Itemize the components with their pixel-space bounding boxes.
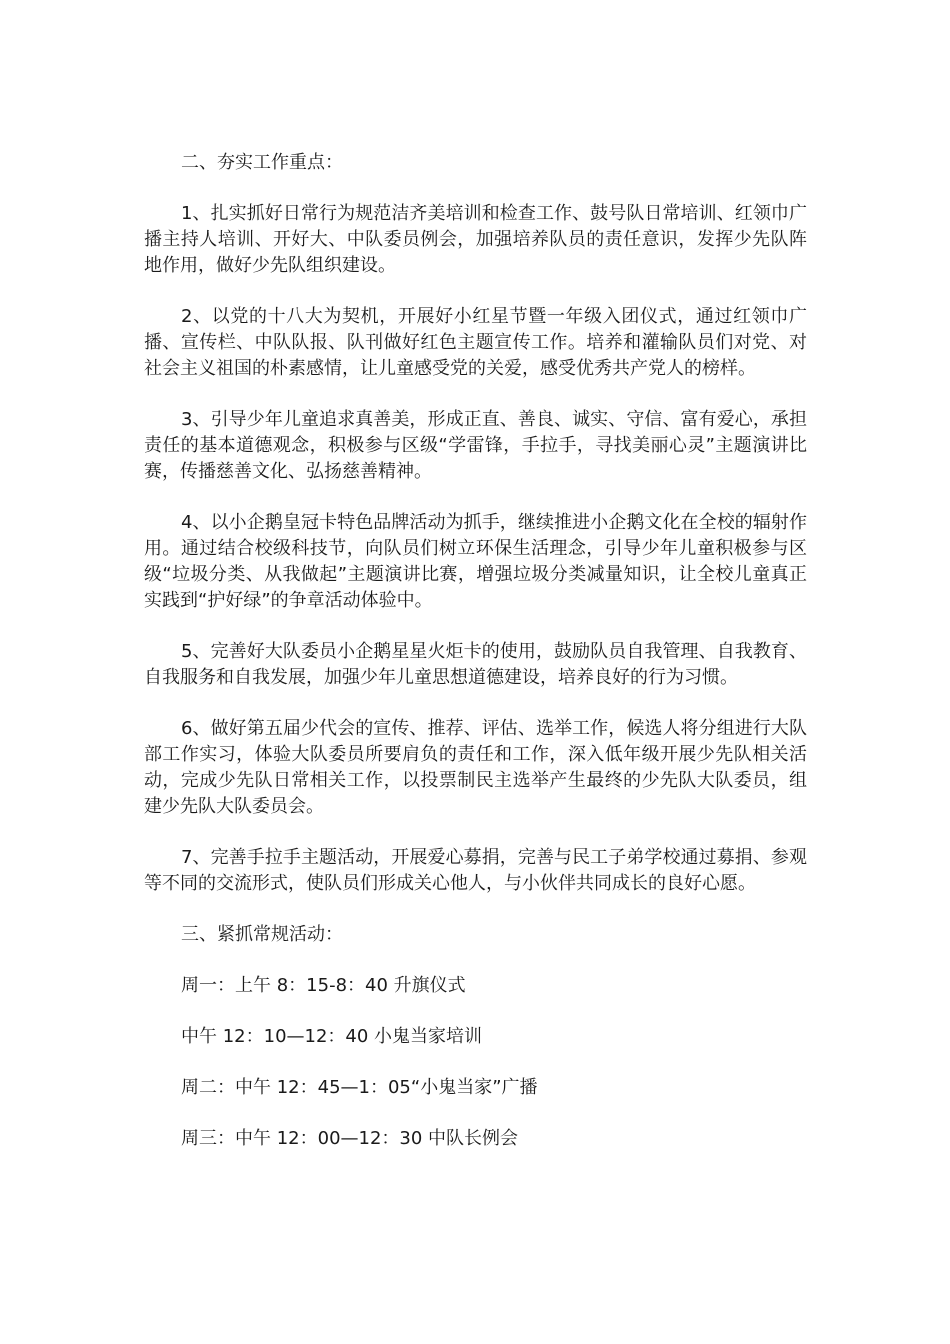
document-body	[144, 150, 807, 1152]
schedule-monday-noon: 中午 12：10—12：40 小鬼当家培训	[181, 1026, 483, 1047]
schedule-tuesday: 周二：中午 12：45—1：05“小鬼当家”广播	[181, 1077, 538, 1098]
work-item-5: 5、完善好大队委员小企鹅星星火炬卡的使用，鼓励队员自我管理、自我教育、自我服务和自我发展，加强少年儿童思想道德建设，培养良好的行为习惯。	[144, 641, 807, 688]
work-item-2: 2、以党的十八大为契机，开展好小红星节暨一年级入团仪式，通过红领巾广播、宣传栏、中队队报、队刊做好红色主题宣传工作。培养和灌输队员们对党、对社会主义祖国的朴素感情，让儿童感受党的关爱，感受优秀共产党人的榜样。	[144, 306, 807, 379]
schedule-wednesday: 周三：中午 12：00—12：30 中队长例会	[181, 1128, 519, 1149]
work-item-7: 7、完善手拉手主题活动，开展爱心募捐，完善与民工子弟学校通过募捐、参观等不同的交流形式，使队员们形成关心他人，与小伙伴共同成长的良好心愿。	[144, 847, 807, 894]
work-item-4: 4、以小企鹅皇冠卡特色品牌活动为抓手，继续推进小企鹅文化在全校的辐射作用。通过结合校级科技节，向队员们树立环保生活理念，引导少年儿童积极参与区级“垃圾分类、从我做起”主题演讲比赛，增强垃圾分类减量知识，让全校儿童真正实践到“护好绿”的争章活动体验中。	[144, 512, 807, 611]
work-item-6: 6、做好第五届少代会的宣传、推荐、评估、选举工作，候选人将分组进行大队部工作实习，体验大队委员所要肩负的责任和工作，深入低年级开展少先队相关活动，完成少先队日常相关工作，以投票制民主选举产生最终的少先队大队委员，组建少先队大队委员会。	[144, 718, 807, 817]
section-heading-focus: 二、夯实工作重点：	[181, 152, 343, 173]
work-item-1: 1、扎实抓好日常行为规范洁齐美培训和检查工作、鼓号队日常培训、红领巾广播主持人培训、开好大、中队委员例会，加强培养队员的责任意识，发挥少先队阵地作用，做好少先队组织建设。	[144, 203, 807, 276]
work-item-3: 3、引导少年儿童追求真善美，形成正直、善良、诚实、守信、富有爱心，承担责任的基本道德观念，积极参与区级“学雷锋，手拉手，寻找美丽心灵”主题演讲比赛，传播慈善文化、弘扬慈善精神。	[144, 409, 807, 482]
schedule-monday-morning: 周一：上午 8：15-8：40 升旗仪式	[181, 975, 466, 996]
section-heading-routine: 三、紧抓常规活动：	[181, 924, 343, 945]
